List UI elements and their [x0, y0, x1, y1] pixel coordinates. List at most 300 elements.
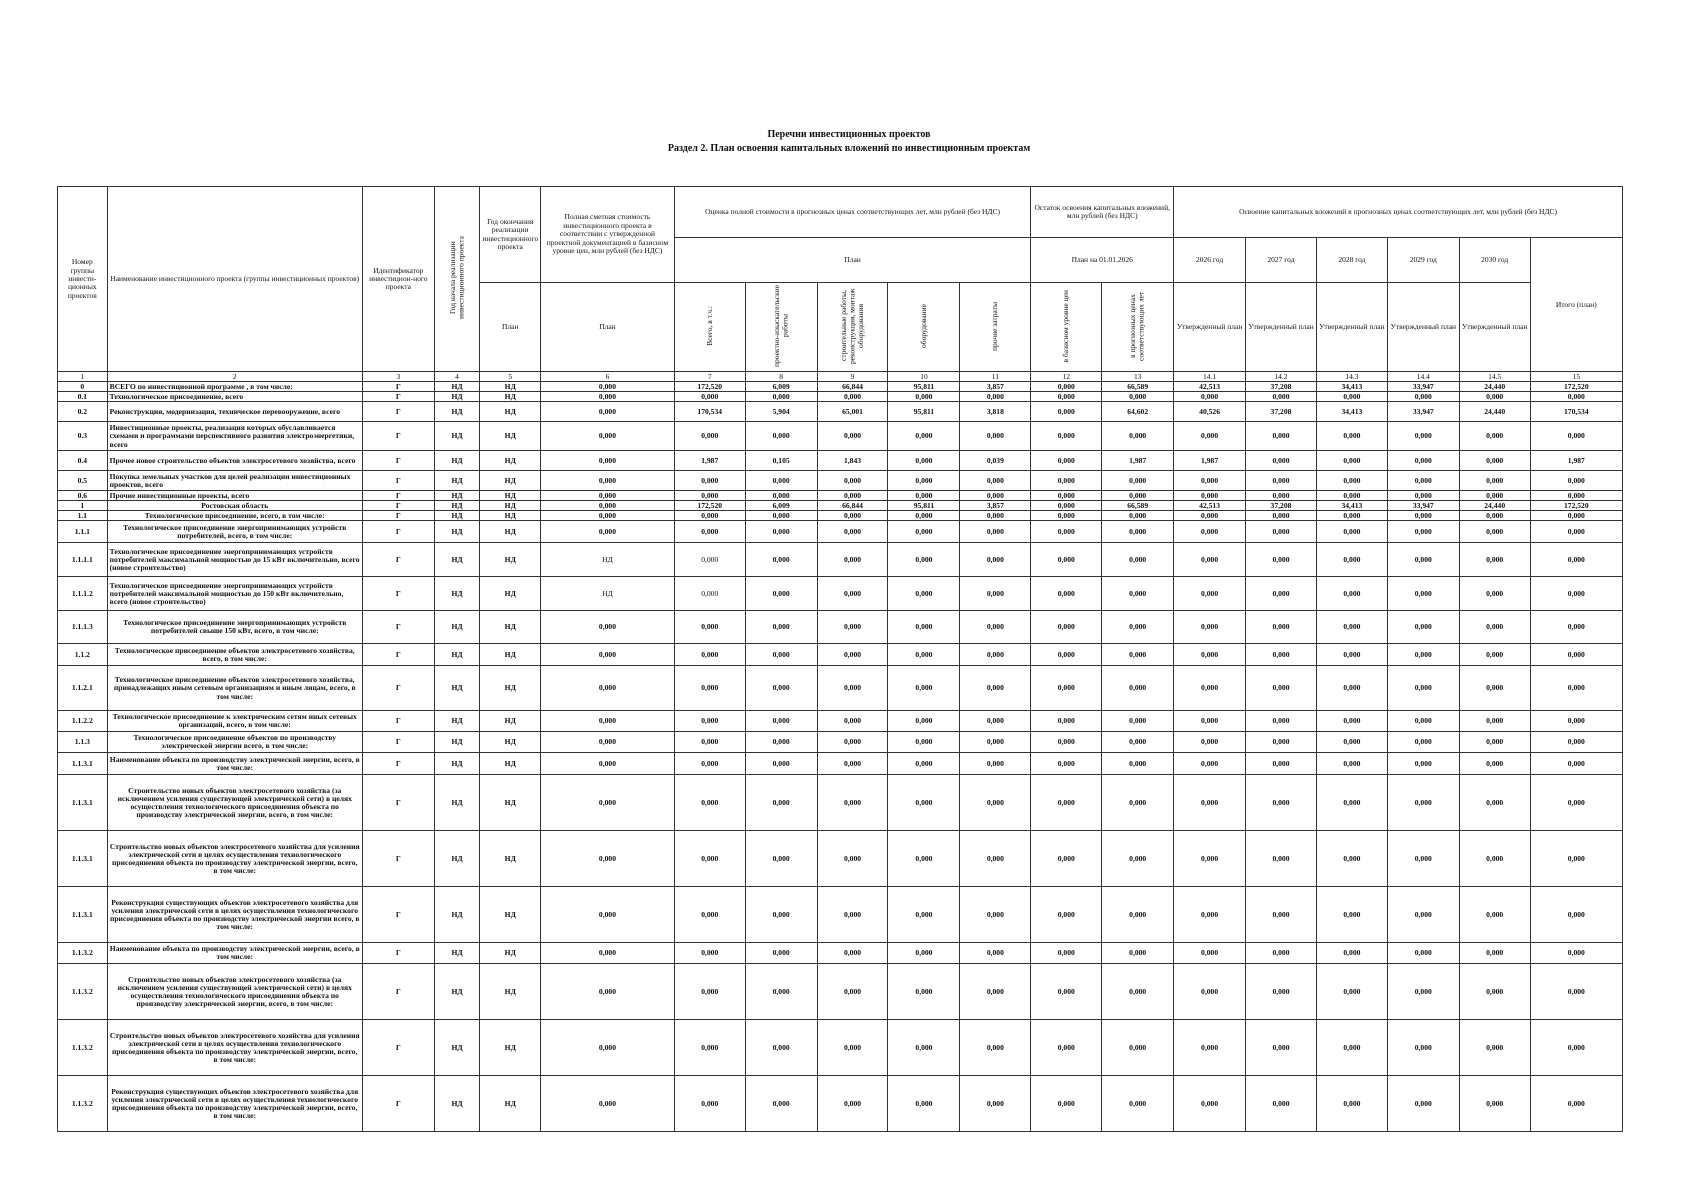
row-value: 0,000 — [745, 611, 817, 644]
row-value: 0,000 — [1174, 392, 1246, 402]
row-value: 0,000 — [1316, 392, 1387, 402]
row-project-name: ВСЕГО по инвестиционной программе , в том числе: — [107, 382, 362, 392]
column-number: 13 — [1102, 372, 1174, 382]
row-value: 0,000 — [1102, 577, 1174, 611]
row-start-year: НД — [434, 775, 480, 831]
column-number: 8 — [745, 372, 817, 382]
row-value: 0,000 — [1459, 775, 1530, 831]
row-value: 0,000 — [1174, 732, 1246, 753]
table-row — [58, 964, 1623, 1020]
row-value: 0,000 — [745, 887, 817, 943]
row-value: 0,000 — [1530, 1076, 1622, 1132]
row-value: 0,000 — [1459, 471, 1530, 491]
row-value: 1,987 — [1174, 451, 1246, 471]
row-number: 1.1.3.2 — [58, 943, 108, 964]
row-value: 0,000 — [1387, 451, 1459, 471]
row-value: 3,857 — [960, 382, 1031, 392]
row-number: 1.1.3.2 — [58, 1076, 108, 1132]
row-start-year: НД — [434, 471, 480, 491]
row-value: 0,000 — [1387, 471, 1459, 491]
column-number: 6 — [541, 372, 675, 382]
row-value: 0,000 — [1246, 964, 1317, 1020]
row-value: 0,000 — [817, 666, 888, 711]
row-value: 0,000 — [1174, 1020, 1246, 1076]
row-value: 0,000 — [888, 611, 960, 644]
row-value: 0,000 — [1246, 887, 1317, 943]
row-value: 0,000 — [1174, 753, 1246, 775]
header-approved-2026: Утвержденный план — [1174, 283, 1246, 372]
row-project-name: Наименование объекта по производству электрической энергии, всего, в том числе: — [107, 943, 362, 964]
row-value: 0,000 — [1387, 392, 1459, 402]
row-value: 0,000 — [1031, 1076, 1102, 1132]
row-value: 0,000 — [745, 511, 817, 521]
row-value: 95,811 — [888, 402, 960, 422]
row-value: 0,000 — [817, 887, 888, 943]
row-value: 0,000 — [1387, 422, 1459, 451]
row-value: 172,520 — [1530, 501, 1622, 511]
table-row — [58, 943, 1623, 964]
table-row — [58, 644, 1623, 666]
column-number: 10 — [888, 372, 960, 382]
row-value: 170,534 — [674, 402, 745, 422]
table-row — [58, 753, 1623, 775]
row-full-cost: 0,000 — [541, 422, 675, 451]
column-number: 14.1 — [1174, 372, 1246, 382]
table-row — [58, 887, 1623, 943]
row-value: 0,000 — [1246, 775, 1317, 831]
row-value: 0,000 — [1102, 611, 1174, 644]
row-value: 172,520 — [674, 501, 745, 511]
row-value: 0,000 — [674, 711, 745, 732]
row-value: 66,844 — [817, 501, 888, 511]
row-value: 0,000 — [1316, 666, 1387, 711]
row-value: 0,000 — [1246, 644, 1317, 666]
row-value: 0,000 — [1387, 964, 1459, 1020]
row-full-cost: 0,000 — [541, 666, 675, 711]
row-value: 0,000 — [1031, 382, 1102, 392]
row-value: 0,000 — [1102, 521, 1174, 543]
row-value: 1,987 — [1530, 451, 1622, 471]
row-value: 0,000 — [1387, 1076, 1459, 1132]
row-value: 0,000 — [1031, 402, 1102, 422]
row-value: 0,000 — [1316, 711, 1387, 732]
row-value: 0,039 — [960, 451, 1031, 471]
column-number: 5 — [480, 372, 541, 382]
row-value: 0,000 — [1316, 543, 1387, 577]
row-number: 1.1.3.2 — [58, 964, 108, 1020]
row-number: 1.1.3.1 — [58, 775, 108, 831]
row-value: 0,000 — [674, 543, 745, 577]
row-number: 0.2 — [58, 402, 108, 422]
row-value: 0,000 — [960, 491, 1031, 501]
row-end-year: НД — [480, 711, 541, 732]
column-number: 7 — [674, 372, 745, 382]
row-value: 0,000 — [1031, 711, 1102, 732]
row-project-name: Технологическое присоединение энергопринимающих устройств потребителей максимальной мощностью до 15 кВт включительно, всего (новое строительство) — [107, 543, 362, 577]
row-value: 1,987 — [674, 451, 745, 471]
row-value: 0,000 — [1031, 775, 1102, 831]
header-remaining: Остаток освоения капитальных вложений, млн рублей (без НДС) — [1031, 187, 1174, 238]
row-identifier: Г — [362, 753, 434, 775]
row-value: 0,000 — [1459, 392, 1530, 402]
table-row — [58, 831, 1623, 887]
row-value: 0,000 — [674, 611, 745, 644]
row-start-year: НД — [434, 543, 480, 577]
row-full-cost: 0,000 — [541, 511, 675, 521]
row-value: 0,000 — [960, 775, 1031, 831]
row-value: 0,000 — [888, 943, 960, 964]
row-value: 0,000 — [1459, 611, 1530, 644]
row-value: 0,000 — [960, 887, 1031, 943]
row-identifier: Г — [362, 392, 434, 402]
row-value: 0,000 — [1530, 543, 1622, 577]
row-value: 6,009 — [745, 382, 817, 392]
row-value: 0,000 — [1459, 711, 1530, 732]
header-development: Освоение капитальных вложений в прогнозных ценах соответствующих лет, млн рублей (без НДС) — [1174, 187, 1623, 238]
header-identifier: Идентификатор инвестицион-ного проекта — [362, 187, 434, 372]
row-project-name: Технологическое присоединение энергопринимающих устройств потребителей свыше 150 кВт, всего, в том числе: — [107, 611, 362, 644]
row-number: 0 — [58, 382, 108, 392]
row-number: 1.1.2.2 — [58, 711, 108, 732]
row-value: 0,105 — [745, 451, 817, 471]
header-approved-2027: Утвержденный план — [1246, 283, 1317, 372]
row-value: 0,000 — [1031, 491, 1102, 501]
row-value: 0,000 — [960, 644, 1031, 666]
row-full-cost: 0,000 — [541, 451, 675, 471]
row-value: 40,526 — [1174, 402, 1246, 422]
header-forecast-prices — [1102, 283, 1174, 372]
row-value: 34,413 — [1316, 501, 1387, 511]
table-row — [58, 1020, 1623, 1076]
row-value: 0,000 — [1530, 491, 1622, 501]
header-end-year: Год окончания реализации инвестиционного проекта — [480, 187, 541, 283]
row-start-year: НД — [434, 753, 480, 775]
row-value: 0,000 — [817, 943, 888, 964]
row-value: 66,589 — [1102, 501, 1174, 511]
row-value: 0,000 — [888, 753, 960, 775]
row-value: 0,000 — [1246, 422, 1317, 451]
row-end-year: НД — [480, 611, 541, 644]
header-base-prices-text: в базисном уровне цен — [1061, 289, 1071, 363]
row-full-cost: 0,000 — [541, 1020, 675, 1076]
row-value: 0,000 — [817, 422, 888, 451]
row-number: 0.5 — [58, 471, 108, 491]
table-row — [58, 402, 1623, 422]
row-project-name: Реконструкция существующих объектов электросетевого хозяйства для усиления электрической сети в целях осуществления технологического присоединения объекта по производству электрической энергии всего, в том числе: — [107, 887, 362, 943]
row-value: 0,000 — [1102, 887, 1174, 943]
row-value: 0,000 — [1102, 732, 1174, 753]
row-value: 0,000 — [1174, 1076, 1246, 1132]
row-number: 1.1.2.1 — [58, 666, 108, 711]
row-value: 0,000 — [888, 887, 960, 943]
row-value: 0,000 — [960, 1076, 1031, 1132]
row-value: 0,000 — [1031, 644, 1102, 666]
column-number: 14.2 — [1246, 372, 1317, 382]
row-value: 0,000 — [1246, 451, 1317, 471]
header-total-incl-text: Всего, в т.ч.: — [704, 306, 714, 346]
row-value: 0,000 — [1387, 1020, 1459, 1076]
row-identifier: Г — [362, 666, 434, 711]
row-identifier: Г — [362, 491, 434, 501]
row-end-year: НД — [480, 831, 541, 887]
table-row — [58, 451, 1623, 471]
column-number: 1 — [58, 372, 108, 382]
row-value: 0,000 — [817, 577, 888, 611]
row-value: 0,000 — [1246, 521, 1317, 543]
row-start-year: НД — [434, 392, 480, 402]
row-value: 0,000 — [1246, 511, 1317, 521]
row-value: 0,000 — [1102, 1020, 1174, 1076]
row-value: 0,000 — [1174, 887, 1246, 943]
header-group-num: Номер группы инвести-ционных проектов — [58, 187, 108, 372]
row-value: 0,000 — [1174, 775, 1246, 831]
row-value: 0,000 — [1246, 543, 1317, 577]
row-end-year: НД — [480, 943, 541, 964]
row-identifier: Г — [362, 382, 434, 392]
header-full-cost: Полная сметная стоимость инвестиционного проекта в соответствии с утвержденной проектной документацией в базисном уровне цен, млн рублей (без НДС) — [541, 187, 675, 283]
row-value: 0,000 — [1530, 392, 1622, 402]
column-number: 11 — [960, 372, 1031, 382]
header-forecast-prices-text: в прогнозных ценах соответствующих лет — [1128, 291, 1146, 361]
page-title: Перечни инвестиционных проектов — [767, 129, 931, 140]
row-value: 0,000 — [817, 471, 888, 491]
row-value: 0,000 — [1174, 831, 1246, 887]
column-number: 14.5 — [1459, 372, 1530, 382]
row-value: 0,000 — [745, 1020, 817, 1076]
column-number: 3 — [362, 372, 434, 382]
header-total-plan: Итого (план) — [1530, 238, 1622, 372]
row-value: 0,000 — [1031, 521, 1102, 543]
row-value: 0,000 — [1530, 753, 1622, 775]
row-identifier: Г — [362, 1076, 434, 1132]
row-value: 0,000 — [817, 753, 888, 775]
row-value: 0,000 — [1530, 644, 1622, 666]
header-base-prices — [1031, 283, 1102, 372]
row-full-cost: 0,000 — [541, 402, 675, 422]
row-end-year: НД — [480, 491, 541, 501]
row-value: 0,000 — [1174, 943, 1246, 964]
row-value: 0,000 — [1316, 491, 1387, 501]
table-row — [58, 1076, 1623, 1132]
row-value: 0,000 — [745, 644, 817, 666]
row-value: 0,000 — [1387, 666, 1459, 711]
row-value: 0,000 — [674, 511, 745, 521]
row-value: 0,000 — [1316, 775, 1387, 831]
row-value: 0,000 — [745, 753, 817, 775]
row-value: 0,000 — [1387, 611, 1459, 644]
row-value: 0,000 — [817, 543, 888, 577]
row-value: 0,000 — [1031, 1020, 1102, 1076]
row-value: 0,000 — [1459, 644, 1530, 666]
row-value: 0,000 — [817, 775, 888, 831]
row-value: 0,000 — [1316, 964, 1387, 1020]
row-value: 0,000 — [960, 422, 1031, 451]
row-value: 0,000 — [1459, 887, 1530, 943]
row-value: 0,000 — [745, 392, 817, 402]
row-identifier: Г — [362, 831, 434, 887]
row-number: 0.4 — [58, 451, 108, 471]
row-start-year: НД — [434, 577, 480, 611]
row-value: 0,000 — [1459, 732, 1530, 753]
row-start-year: НД — [434, 451, 480, 471]
row-value: 0,000 — [888, 451, 960, 471]
table-row — [58, 471, 1623, 491]
row-value: 0,000 — [1246, 831, 1317, 887]
row-number: 1.1.3.1 — [58, 887, 108, 943]
row-value: 0,000 — [1459, 964, 1530, 1020]
row-value: 0,000 — [1316, 511, 1387, 521]
row-full-cost: 0,000 — [541, 943, 675, 964]
row-value: 0,000 — [1246, 491, 1317, 501]
row-value: 64,602 — [1102, 402, 1174, 422]
row-value: 0,000 — [817, 1020, 888, 1076]
row-value: 0,000 — [745, 521, 817, 543]
row-project-name: Технологическое присоединение объектов по производству электрической энергии всего, в том числе: — [107, 732, 362, 753]
row-value: 0,000 — [1102, 543, 1174, 577]
row-full-cost: 0,000 — [541, 775, 675, 831]
row-value: 0,000 — [888, 1076, 960, 1132]
table-row — [58, 732, 1623, 753]
row-start-year: НД — [434, 887, 480, 943]
row-value: 0,000 — [960, 943, 1031, 964]
row-project-name: Строительство новых объектов электросетевого хозяйства для усиления электрической сети в целях осуществления технологического присоединения объекта по производству электрической энергии, всего, в том числе: — [107, 831, 362, 887]
row-value: 0,000 — [1316, 451, 1387, 471]
row-value: 0,000 — [674, 775, 745, 831]
row-value: 0,000 — [1316, 1020, 1387, 1076]
row-value: 0,000 — [1031, 501, 1102, 511]
row-value: 0,000 — [888, 831, 960, 887]
row-value: 0,000 — [1246, 1076, 1317, 1132]
row-value: 0,000 — [1530, 422, 1622, 451]
row-start-year: НД — [434, 521, 480, 543]
row-value: 0,000 — [888, 1020, 960, 1076]
row-value: 24,440 — [1459, 402, 1530, 422]
row-start-year: НД — [434, 611, 480, 644]
row-value: 0,000 — [1316, 611, 1387, 644]
row-identifier: Г — [362, 451, 434, 471]
row-value: 0,000 — [1459, 666, 1530, 711]
row-start-year: НД — [434, 491, 480, 501]
header-equipment — [888, 283, 960, 372]
row-value: 37,208 — [1246, 501, 1317, 511]
row-value: 0,000 — [1530, 775, 1622, 831]
row-value: 0,000 — [1246, 577, 1317, 611]
row-value: 0,000 — [817, 511, 888, 521]
header-approved-2029: Утвержденный план — [1387, 283, 1459, 372]
header-year-2028: 2028 год — [1316, 238, 1387, 283]
row-value: 66,589 — [1102, 382, 1174, 392]
row-value: 0,000 — [1031, 471, 1102, 491]
row-project-name: Прочее новое строительство объектов электросетевого хозяйства, всего — [107, 451, 362, 471]
row-value: 0,000 — [1102, 392, 1174, 402]
row-value: 0,000 — [1530, 666, 1622, 711]
row-value: 0,000 — [745, 1076, 817, 1132]
row-value: 0,000 — [817, 1076, 888, 1132]
row-value: 0,000 — [1246, 711, 1317, 732]
row-value: 0,000 — [745, 422, 817, 451]
row-identifier: Г — [362, 964, 434, 1020]
row-project-name: Технологическое присоединение объектов электросетевого хозяйства, всего, в том числе: — [107, 644, 362, 666]
row-value: 0,000 — [960, 1020, 1031, 1076]
row-value: 0,000 — [1246, 753, 1317, 775]
row-full-cost: 0,000 — [541, 471, 675, 491]
table-row — [58, 543, 1623, 577]
row-value: 0,000 — [1530, 943, 1622, 964]
header-year-2027: 2027 год — [1246, 238, 1317, 283]
column-number: 12 — [1031, 372, 1102, 382]
row-value: 0,000 — [1387, 577, 1459, 611]
row-value: 33,947 — [1387, 402, 1459, 422]
row-number: 1.1.1.3 — [58, 611, 108, 644]
row-value: 0,000 — [1387, 775, 1459, 831]
header-other-costs-text: прочие затраты — [990, 301, 1000, 351]
row-project-name: Строительство новых объектов электросетевого хозяйства (за исключением усиления существующей электрической сети) в целях осуществления технологического присоединения объекта по производству электрической энергии, всего, в том числе: — [107, 775, 362, 831]
row-start-year: НД — [434, 964, 480, 1020]
row-value: 95,811 — [888, 382, 960, 392]
row-value: 0,000 — [960, 753, 1031, 775]
row-value: 34,413 — [1316, 402, 1387, 422]
row-number: 1.1.3 — [58, 732, 108, 753]
header-design-work — [745, 283, 817, 372]
row-full-cost: НД — [541, 543, 675, 577]
row-value: 0,000 — [674, 1020, 745, 1076]
row-identifier: Г — [362, 501, 434, 511]
row-value: 42,513 — [1174, 501, 1246, 511]
row-number: 1 — [58, 501, 108, 511]
row-project-name: Инвестиционные проекты, реализация которых обуславливается схемами и программами перспективного развития электроэнергетики, всего — [107, 422, 362, 451]
row-value: 0,000 — [1387, 887, 1459, 943]
row-value: 0,000 — [1316, 644, 1387, 666]
row-value: 0,000 — [1031, 577, 1102, 611]
row-value: 0,000 — [960, 831, 1031, 887]
row-value: 0,000 — [1102, 753, 1174, 775]
row-value: 0,000 — [960, 521, 1031, 543]
row-value: 0,000 — [745, 831, 817, 887]
row-end-year: НД — [480, 392, 541, 402]
row-start-year: НД — [434, 831, 480, 887]
row-value: 0,000 — [1459, 831, 1530, 887]
row-value: 6,009 — [745, 501, 817, 511]
row-project-name: Покупка земельных участков для целей реализации инвестиционных проектов, всего — [107, 471, 362, 491]
row-project-name: Ростовская область — [107, 501, 362, 511]
row-value: 0,000 — [1459, 511, 1530, 521]
row-value: 0,000 — [1174, 543, 1246, 577]
row-value: 0,000 — [817, 491, 888, 501]
row-value: 0,000 — [888, 644, 960, 666]
row-value: 42,513 — [1174, 382, 1246, 392]
row-value: 0,000 — [745, 471, 817, 491]
header-year-2030: 2030 год — [1459, 238, 1530, 283]
row-identifier: Г — [362, 511, 434, 521]
row-identifier: Г — [362, 711, 434, 732]
row-value: 0,000 — [1459, 1020, 1530, 1076]
row-identifier: Г — [362, 732, 434, 753]
row-value: 0,000 — [745, 491, 817, 501]
row-value: 0,000 — [674, 644, 745, 666]
header-cost-plan: План — [541, 283, 675, 372]
row-value: 5,904 — [745, 402, 817, 422]
row-value: 0,000 — [1246, 943, 1317, 964]
row-project-name: Технологическое присоединение энергопринимающих устройств потребителей, всего, в том числе: — [107, 521, 362, 543]
row-value: 0,000 — [1316, 753, 1387, 775]
row-value: 0,000 — [1246, 471, 1317, 491]
row-value: 0,000 — [1174, 711, 1246, 732]
row-value: 0,000 — [888, 732, 960, 753]
row-value: 37,208 — [1246, 402, 1317, 422]
row-full-cost: 0,000 — [541, 964, 675, 1020]
row-full-cost: 0,000 — [541, 521, 675, 543]
column-number-row — [58, 372, 1623, 382]
